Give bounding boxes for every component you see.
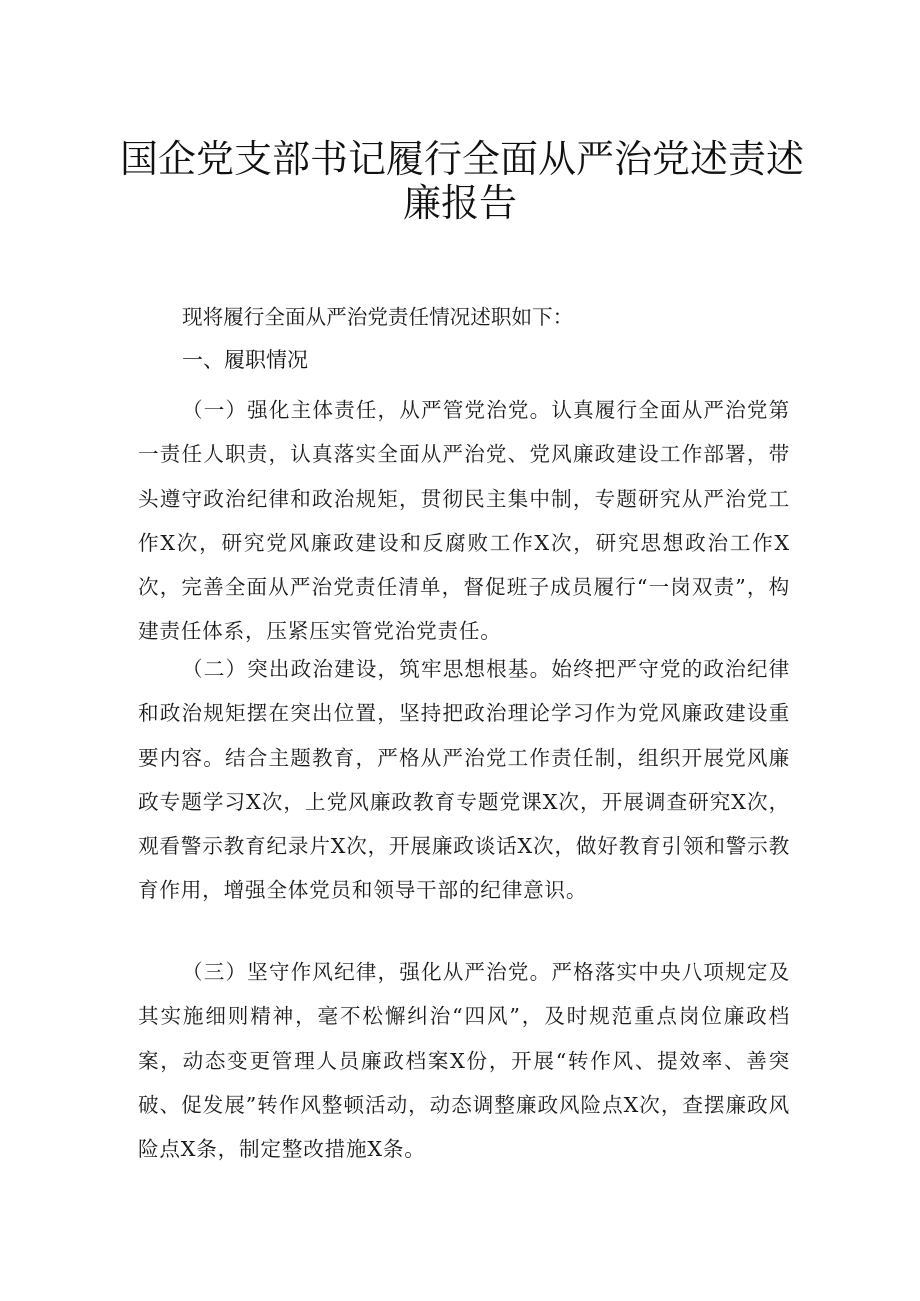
- section-heading-performance: 一、履职情况: [182, 348, 308, 372]
- document-title-line-2: 廉报告: [402, 181, 517, 225]
- paragraph-work-style-discipline: （三）坚守作风纪律，强化从严治党。严格落实中央八项规定及其实施细则精神，毫不松懈纠治“四风”，及时规范重点岗位廉政档案，动态变更管理人员廉政档案X份，开展“转作风、提效率、善突破、促发展”转作风整顿活动，动态调整廉政风险点X次，查摆廉政风险点X条，制定整改措施X条。: [138, 960, 790, 1162]
- intro-text: 现将履行全面从严治党责任情况述职如下：: [182, 305, 574, 329]
- document-title-line-1: 国企党支部书记履行全面从严治党述责述: [120, 137, 805, 181]
- paragraph-subject-responsibility: （一）强化主体责任，从严管党治党。认真履行全面从严治党第一责任人职责，认真落实全面从严治党、党风廉政建设工作部署，带头遵守政治纪律和政治规矩，贯彻民主集中制，专题研究从严治党工作X次，研究党风廉政建设和反腐败工作X次，研究思想政治工作X次，完善全面从严治党责任清单，督促班子成员履行“一岗双责”，构建责任体系，压紧压实管党治党责任。: [138, 398, 790, 644]
- paragraph-political-building: （二）突出政治建设，筑牢思想根基。始终把严守党的政治纪律和政治规矩摆在突出位置，坚持把政治理论学习作为党风廉政建设重要内容。结合主题教育，严格从严治党工作责任制，组织开展党风廉政专题学习X次，上党风廉政教育专题党课X次，开展调查研究X次，观看警示教育纪录片X次，开展廉政谈话X次，做好教育引领和警示教育作用，增强全体党员和领导干部的纪律意识。: [138, 657, 790, 903]
